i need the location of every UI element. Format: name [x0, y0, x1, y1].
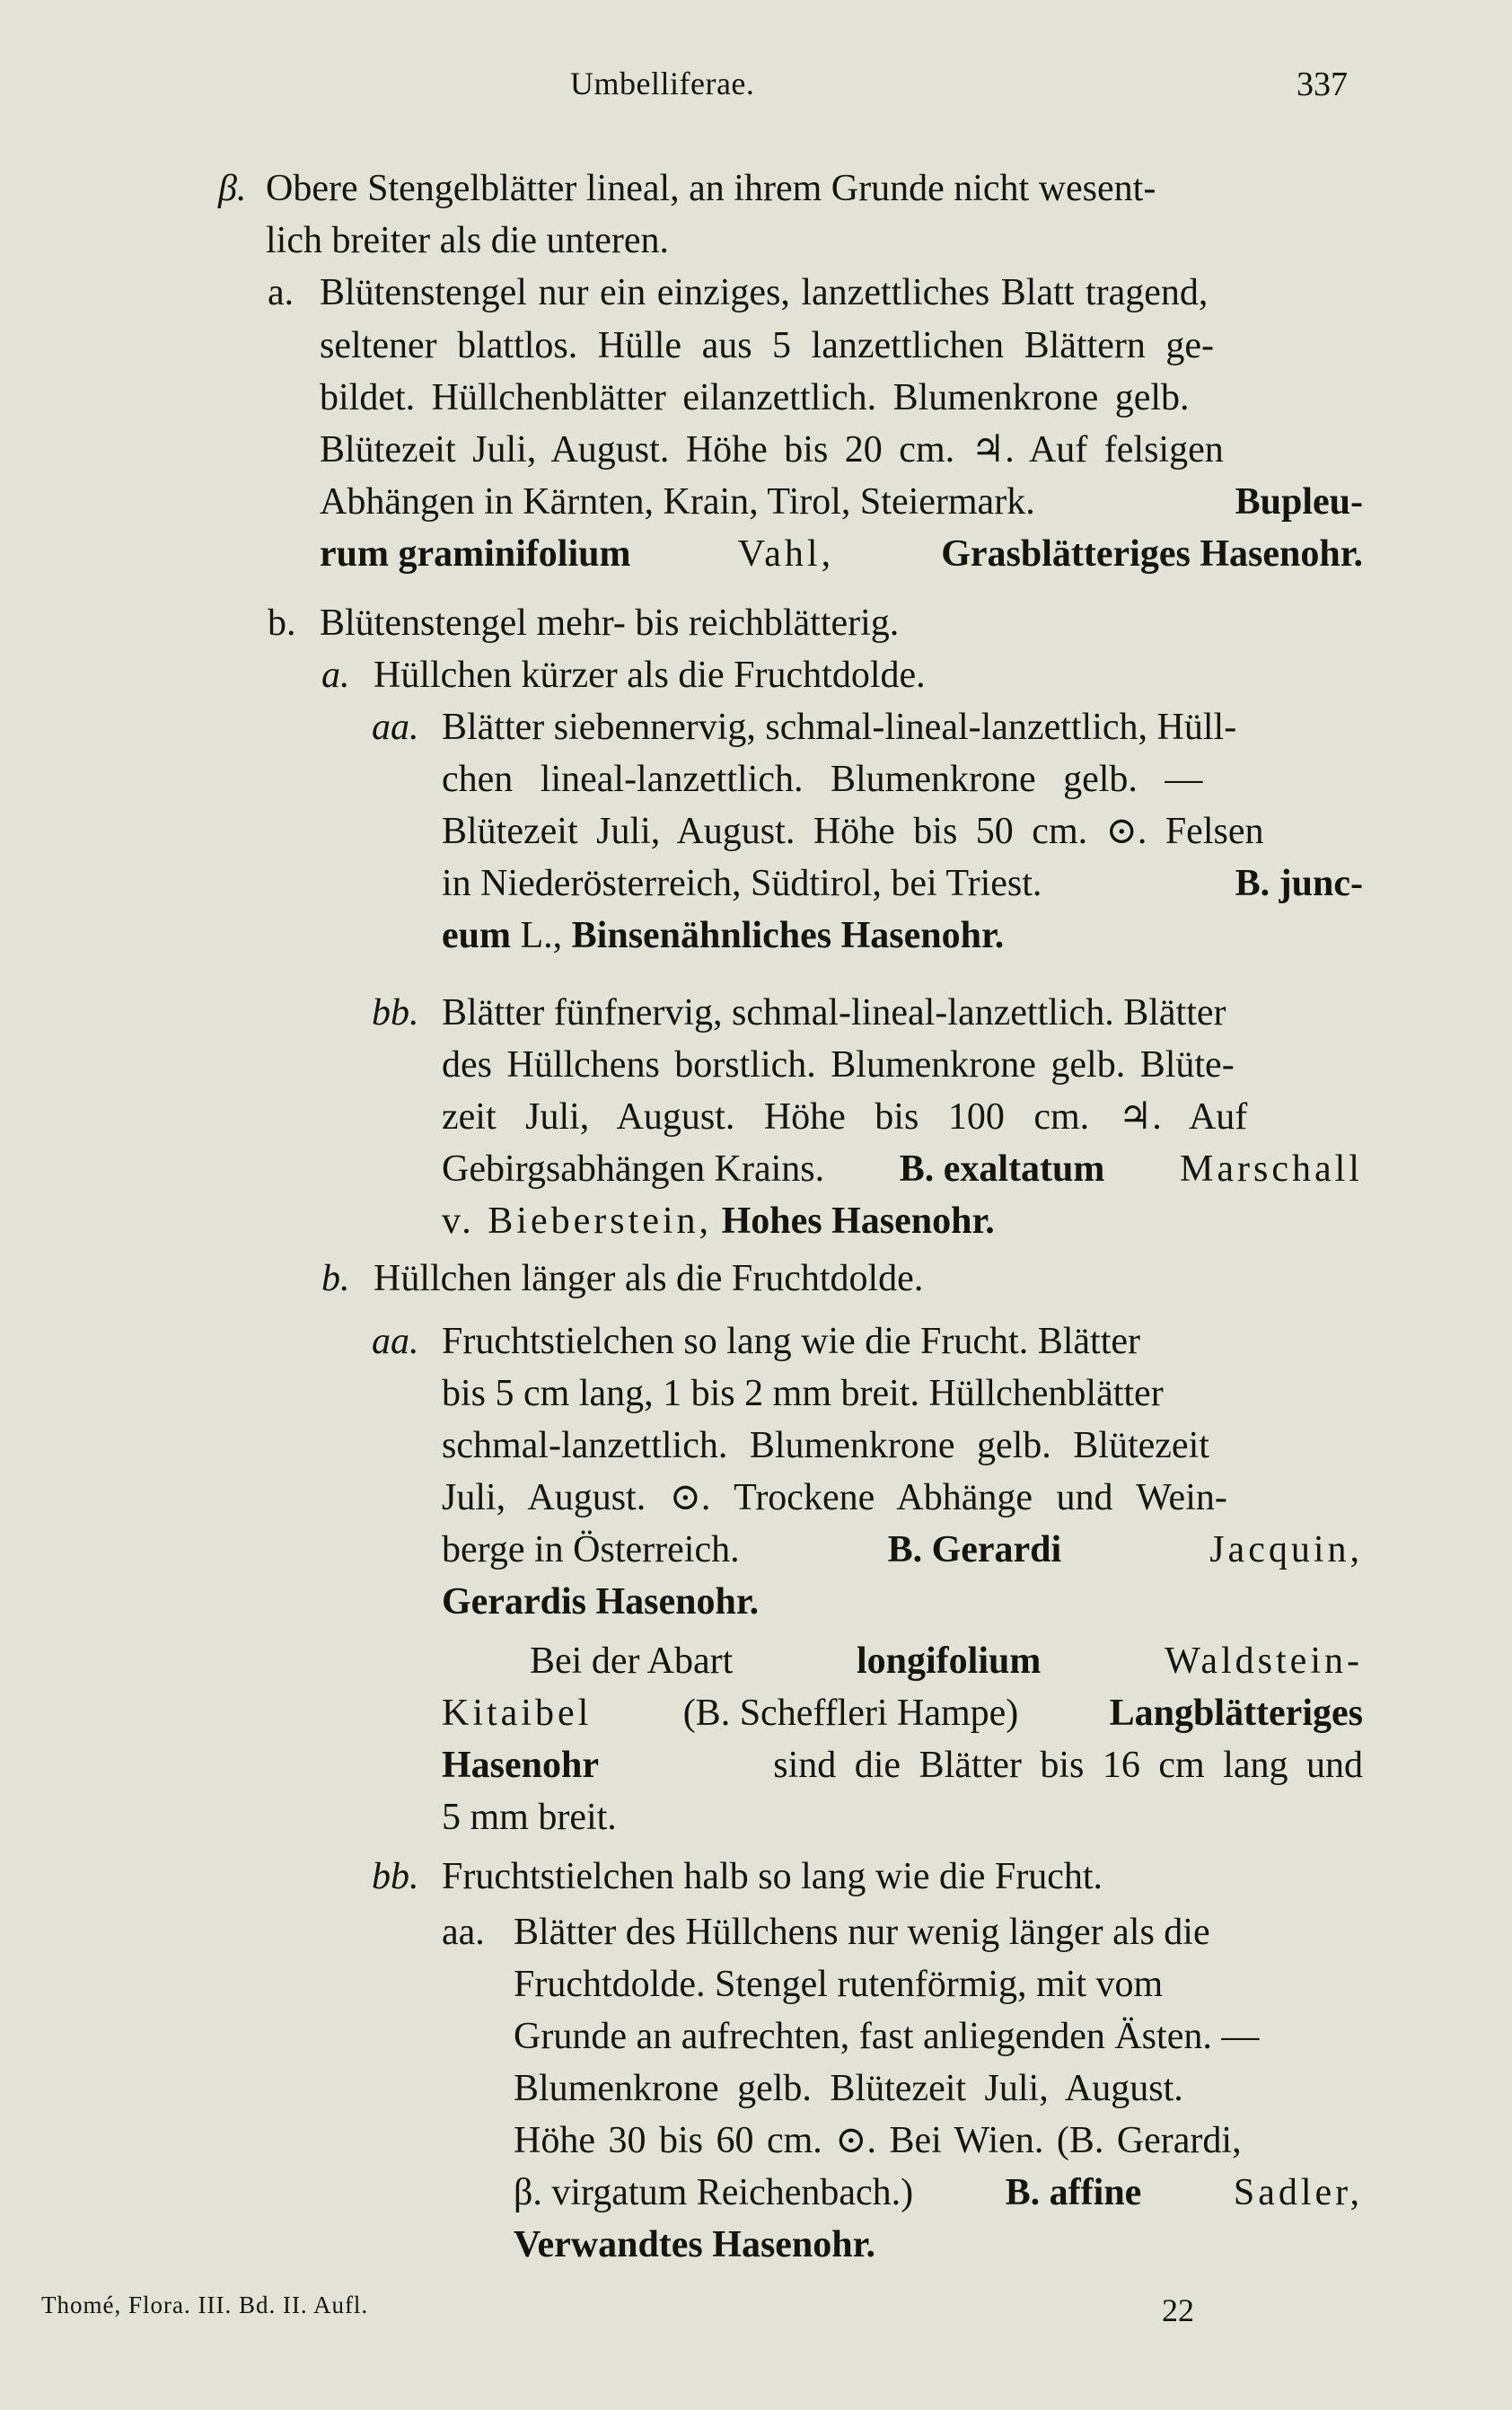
- text-line: schmal-lanzettlich. Blumenkrone gelb. Blütezeit: [442, 1425, 1209, 1466]
- text-line: [442, 1742, 1363, 1789]
- text-span: Abhängen in Kärnten, Krain, Tirol, Steiermark.: [320, 481, 1035, 523]
- species-name: B. junc-: [1235, 863, 1363, 904]
- species-name: B. Gerardi: [887, 1529, 1062, 1570]
- common-name: Hohes Hasenohr.: [721, 1201, 995, 1242]
- text-line: lich breiter als die unteren.: [266, 220, 669, 261]
- species-name: Bupleu-: [1235, 481, 1363, 523]
- text-line: Höhe 30 bis 60 cm. ⊙. Bei Wien. (B. Gerardi,: [514, 2120, 1242, 2161]
- item-marker: β.: [218, 168, 247, 209]
- item-marker: aa.: [372, 707, 419, 748]
- item-marker: b.: [268, 602, 296, 644]
- species-name: B. exaltatum: [899, 1148, 1105, 1190]
- item-marker: bb.: [372, 1856, 419, 1897]
- running-header: Umbelliferae.: [570, 66, 755, 101]
- text-line: Blätter siebennervig, schmal-lineal-lanzettlich, Hüll-: [442, 707, 1237, 748]
- author-name: Kitaibel: [442, 1693, 593, 1734]
- species-name: rum graminifolium: [320, 533, 631, 575]
- item-marker: bb.: [372, 992, 419, 1033]
- text-line: Blätter fünfnervig, schmal-lineal-lanzettlich. Blätter: [442, 992, 1226, 1033]
- author-name: Marschall: [1180, 1148, 1363, 1190]
- item-marker: aa.: [372, 1321, 419, 1362]
- footer-sheet-number: 22: [1162, 2292, 1194, 2328]
- common-name: Langblätteriges: [1109, 1693, 1363, 1734]
- text-line: [320, 479, 1363, 525]
- text-line: Blütezeit Juli, August. Höhe bis 20 cm. ♃. Auf felsigen: [320, 429, 1224, 471]
- text-line: Fruchtstielchen so lang wie die Frucht. Blätter: [442, 1321, 1140, 1362]
- item-marker: b.: [321, 1258, 350, 1299]
- text-line: [442, 1146, 1363, 1192]
- text-line: bildet. Hüllchenblätter eilanzettlich. Blumenkrone gelb.: [320, 377, 1190, 418]
- text-line: Fruchtdolde. Stengel rutenförmig, mit vom: [514, 1964, 1164, 2005]
- text-span: Bei der Abart: [530, 1640, 734, 1682]
- page-number: 337: [1297, 66, 1348, 103]
- text-line: [530, 1638, 1363, 1684]
- text-span: sind die Blätter bis 16 cm lang und: [773, 1745, 1363, 1786]
- author-name: L.,: [520, 915, 563, 956]
- text-line: Blätter des Hüllchens nur wenig länger als die: [514, 1912, 1210, 1953]
- text-span: berge in Österreich.: [442, 1529, 740, 1570]
- text-line: Hüllchen kürzer als die Fruchtdolde.: [374, 655, 926, 696]
- common-name: Grasblätteriges Hasenohr.: [941, 533, 1363, 575]
- text-line: Juli, August. ⊙. Trockene Abhänge und Wein-: [442, 1477, 1227, 1518]
- text-line: Obere Stengelblätter lineal, an ihrem Grunde nicht wesent-: [266, 168, 1156, 209]
- text-line: Blütezeit Juli, August. Höhe bis 50 cm. ⊙. Felsen: [442, 811, 1264, 852]
- common-name: Binsenähnliches Hasenohr.: [571, 915, 1005, 956]
- common-name: Gerardis Hasenohr.: [442, 1581, 760, 1623]
- item-marker: a.: [268, 272, 294, 313]
- variety-name: longifolium: [856, 1640, 1042, 1682]
- species-name: eum: [442, 915, 511, 956]
- species-name: B. affine: [1005, 2172, 1142, 2213]
- text-span: in Niederösterreich, Südtirol, bei Triest.: [442, 863, 1042, 904]
- text-line: Fruchtstielchen halb so lang wie die Frucht.: [442, 1856, 1103, 1897]
- text-line: [442, 860, 1363, 907]
- item-marker: aa.: [442, 1912, 485, 1953]
- text-line: bis 5 cm lang, 1 bis 2 mm breit. Hüllchenblätter: [442, 1373, 1164, 1414]
- text-line: [442, 912, 1004, 959]
- common-name: Verwandtes Hasenohr.: [514, 2224, 875, 2265]
- text-line: 5 mm breit.: [442, 1797, 617, 1838]
- text-line: Blütenstengel mehr- bis reichblätterig.: [320, 602, 900, 644]
- text-line: seltener blattlos. Hülle aus 5 lanzettlichen Blättern ge-: [320, 325, 1215, 366]
- item-marker: a.: [321, 655, 350, 696]
- text-line: Blumenkrone gelb. Blütezeit Juli, August.: [514, 2068, 1183, 2109]
- author-name: Sadler,: [1233, 2172, 1363, 2213]
- text-line: des Hüllchens borstlich. Blumenkrone gelb. Blüte-: [442, 1044, 1235, 1086]
- text-line: [442, 1198, 995, 1245]
- text-line: Blütenstengel nur ein einziges, lanzettliches Blatt tragend,: [320, 272, 1209, 313]
- author-name: Vahl,: [737, 533, 835, 575]
- text-line: Grunde an aufrechten, fast anliegenden Ästen. —: [514, 2016, 1260, 2057]
- common-name: Hasenohr: [442, 1745, 600, 1786]
- synonym: (B. Scheffleri Hampe): [682, 1693, 1019, 1734]
- text-line: Hüllchen länger als die Fruchtdolde.: [374, 1258, 924, 1299]
- author-name: v. Bieberstein,: [442, 1201, 713, 1242]
- footer-signature: Thomé, Flora. III. Bd. II. Aufl.: [41, 2291, 369, 2318]
- synonym: β. virgatum Reichenbach.): [514, 2172, 914, 2213]
- author-name: Waldstein-: [1165, 1640, 1363, 1682]
- author-name: Jacquin,: [1209, 1529, 1363, 1570]
- text-line: [514, 2169, 1363, 2216]
- text-line: [320, 531, 1363, 577]
- text-span: Gebirgsabhängen Krains.: [442, 1148, 825, 1190]
- text-line: chen lineal-lanzettlich. Blumenkrone gelb. —: [442, 759, 1203, 800]
- text-line: [442, 1526, 1363, 1573]
- text-line: [442, 1690, 1363, 1737]
- text-line: zeit Juli, August. Höhe bis 100 cm. ♃. Auf: [442, 1096, 1248, 1138]
